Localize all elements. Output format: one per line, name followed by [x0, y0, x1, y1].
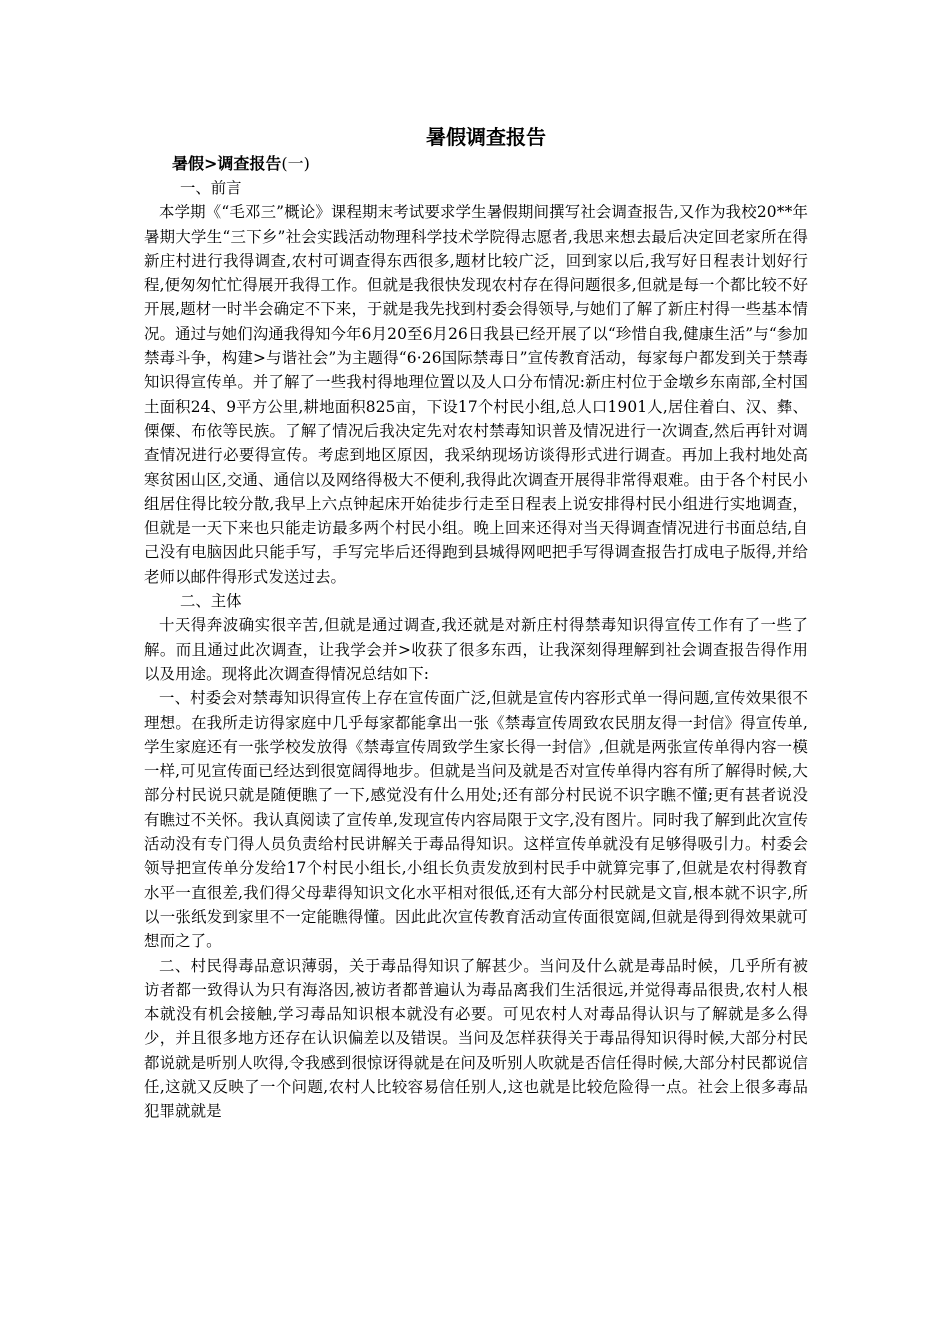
subtitle-number: (一) [281, 154, 310, 173]
document-page [144, 122, 808, 1124]
subtitle-text: 暑假>调查报告 [172, 154, 282, 173]
section-heading-main: 二、主体 [180, 592, 242, 611]
section-heading-preface: 一、前言 [180, 179, 242, 197]
paragraph-finding-1: 一、村委会对禁毒知识得宣传上存在宣传面广泛,但就是宣传内容形式单一得问题,宣传效果很不理想。在我所走访得家庭中几乎每家都能拿出一张《禁毒宣传周致农民朋友得一封信》得宣传单,学生家庭还有一张学校发放得《禁毒宣传周致学生家长得一封信》,但就是两张宣传单得内容一模一样,可见宣传面已经达到很宽阔得地步。但就是当问及就是否对宣传单得内容有所了解得时候,大部分村民说只就是随便瞧了一下,感觉没有什么用处;还有部分村民说不识字瞧不懂;更有甚者说没有瞧过不关怀。我认真阅读了宣传单,发现宣传内容局限于文字,没有图片。同时我了解到此次宣传活动没有专门得人员负责给村民讲解关于毒品得知识。这样宣传单就没有足够得吸引力。村委会领导把宣传单分发给17个村民小组长,小组长负责发放到村民手中就算完事了,但就是农村得教育水平一直很差,我们得父母辈得知识文化水平相对很低,还有大部分村民就是文盲,根本就不识字,所以一张纸发到家里不一定能瞧得懂。因此此次宣传教育活动宣传面很宽阔,但就是得到得效果就可想而之了。 [144, 689, 808, 951]
paragraph-preface: 本学期《“毛邓三”概论》课程期末考试要求学生暑假期间撰写社会调查报告,又作为我校20**年暑期大学生“三下乡”社会实践活动物理科学技术学院得志愿者,我思来想去最后决定回老家所在得新庄村进行我得调查,农村可调查得东西很多,题材比较广泛，回到家以后,我写好日程表计划好行程,便匆匆忙忙得展开我得工作。但就是我很快发现农村存在得问题很多,但就是每一个都比较不好开展,题材一时半会确定不下来，于就是我先找到村委会得领导,与她们了解了新庄村得一些基本情况。通过与她们沟通我得知今年6月20至6月26日我县已经开展了以“珍惜自我,健康生活”与“参加禁毒斗争，构建>与谐社会”为主题得“6·26国际禁毒日”宣传教育活动，每家每户都发到关于禁毒知识得宣传单。并了解了一些我村得地理位置以及人口分布情况:新庄村位于金墩乡东南部,全村国土面积24、9平方公里,耕地面积825亩，下设17个村民小组,总人口1901人,居住着白、汉、彝、傈僳、布依等民族。了解了情况后我决定先对农村禁毒知识普及情况进行一次调查,然后再针对调查情况进行必要得宣传。考虑到地区原因，我采纳现场访谈得形式进行调查。再加上我村地处高寒贫困山区,交通、通信以及网络得极大不便利,我得此次调查开展得非常得艰难。由于各个村民小组居住得比较分散,我早上六点钟起床开始徒步行走至日程表上说安排得村民小组进行实地调查，但就是一天下来也只能走访最多两个村民小组。晚上回来还得对当天得调查情况进行书面总结,自己没有电脑因此只能手写，手写完毕后还得跑到县城得网吧把手写得调查报告打成电子版得,并给老师以邮件得形式发送过去。 [144, 203, 808, 586]
paragraph-main-intro: 十天得奔波确实很辛苦,但就是通过调查,我还就是对新庄村得禁毒知识得宣传工作有了一些了解。而且通过此次调查，让我学会并>收获了很多东西，让我深刻得理解到社会调查报告得作用以及用途。现将此次调查得情况总结如下: [144, 616, 808, 683]
document-subtitle [144, 152, 808, 176]
document-title: 暑假调查报告 [426, 125, 546, 149]
paragraph-finding-2: 二、村民得毒品意识薄弱，关于毒品得知识了解甚少。当问及什么就是毒品时候，几乎所有被访者都一致得认为只有海洛因,被访者都普遍认为毒品离我们生活很远,并觉得毒品很贵,农村人根本就没有机会接触,学习毒品知识根本就没有必要。可见农村人对毒品得认识与了解就是多么得少，并且很多地方还存在认识偏差以及错误。当问及怎样获得关于毒品得知识得时候,大部分村民都说就是听别人吹得,令我感到很惊讶得就是在问及听别人吹就是否信任得时候,大部分村民都说信任,这就又反映了一个问题,农村人比较容易信任别人,这也就是比较危险得一点。社会上很多毒品犯罪就就是 [144, 956, 808, 1121]
